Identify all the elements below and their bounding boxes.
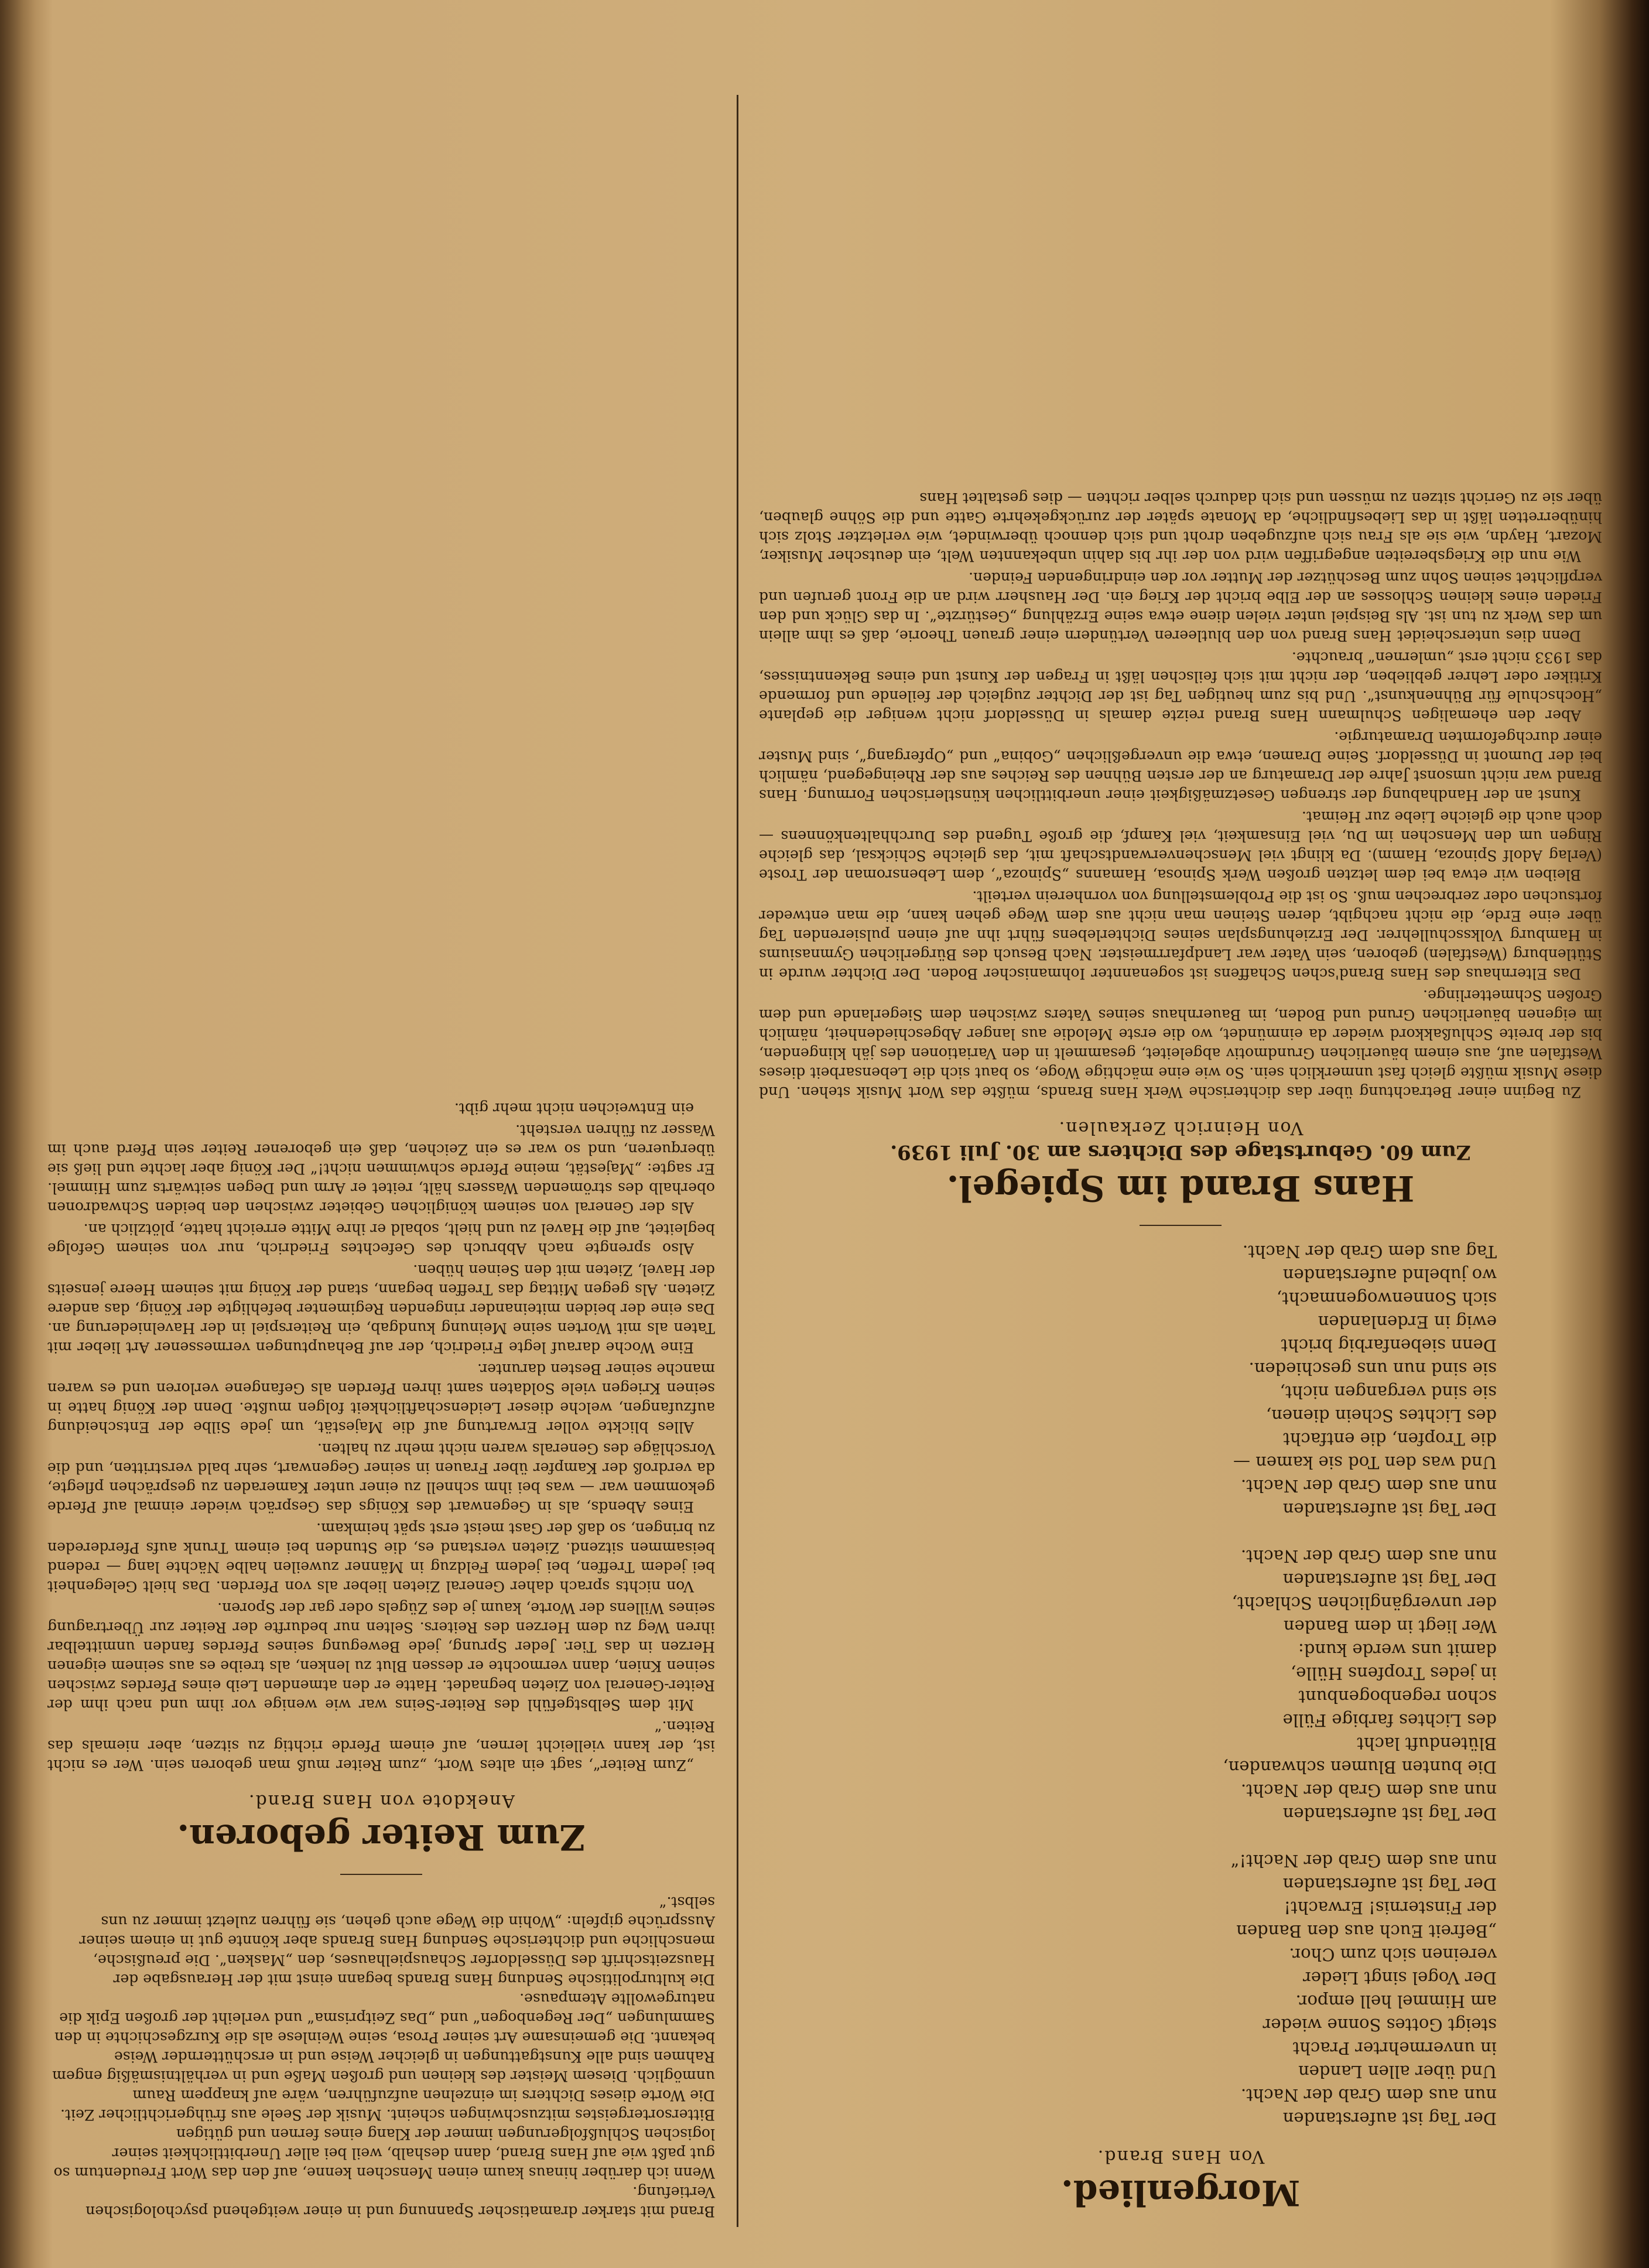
paragraph: Alles blickte voller Erwartung auf die Majestät, um jede Silbe der Entscheidung aufzufangen, welche dieser Leidenschaftlichkeit folgen mußte. Denn der König hatte in seinen Kriegen viele Soldaten samt ihren Pferden als Gefangene verloren und es waren manche seiner Besten darunter.	[43, 1361, 715, 1436]
poem-line: Der Tag ist auferstanden	[1282, 1570, 1497, 1590]
paragraph: Also sprengte nach Abbruch des Gefechtes Friedrich, nur von seinem Gefolge begleitet, auf die Havel zu und hielt, sobald er ihre Mitte erreicht hatte, plötzlich an.	[43, 1221, 715, 1257]
poem-line: damit uns werde kund:	[1298, 1640, 1497, 1660]
article-title: Hans Brand im Spiegel.	[946, 1167, 1415, 1208]
poem-title: Morgenlied.	[1060, 2172, 1301, 2213]
poem-line: Der Tag ist auferstanden	[1282, 2109, 1497, 2129]
paragraph: Zu Beginn einer Betrachtung über das dichterische Werk Hans Brands, müßte das Wort Musik stehen. Und diese Musik müßte gleich fast unmerklich sein. So wie eine mächtige Woge, so baut sich die Lebensarbeit dieses Westfalen auf, aus einem bäuerlichen Grundmotiv abgeleitet, gesammelt in den Variationen des jäh klingenden, bis der breite Schlußakkord wieder da einmündet, wo die erste Melodie aus langer Abgeschiedenheit, nämlich im eigenen bäuerlichen Grund und Boden, im Bauernhaus seines Vaters zwischen dem Siegerlande und dem Großen Schmetterlinge.	[754, 987, 1602, 1101]
anecdote-byline: Anekdote von Hans Brand.	[247, 1791, 515, 1811]
paragraph: „Zum Reiter“, sagt ein altes Wort, „zum Reiter muß man geboren sein. Wer es nicht ist, der kann vielleicht lernen, auf einem Pferde richtig zu sitzen, aber niemals das Reiten.“	[43, 1718, 715, 1774]
poem-line: am Himmel hell empor.	[1295, 1992, 1497, 2011]
poem-line: Denn siebenfarbig bricht	[1281, 1335, 1497, 1355]
poem-line: sie sind vergangen nicht,	[1279, 1382, 1497, 1402]
paragraph: Als der General von seinem königlichen Gebieter zwischen den beiden Schwadronen oberhalb des strömenden Wassers hält, reitet er Arm und Degen seitwärts zum Himmel. Er sagte: „Majestät, meine Pferde schwimmen nicht!“ Der König aber lachte und ließ sie überqueren, und so war es ein Zeichen, daß ein geborener Reiter sein Pferd auch im Wasser zu führen versteht.	[43, 1122, 715, 1216]
section-divider	[340, 1874, 422, 1875]
paragraph: Eine Woche darauf legte Friedrich, der auf Behauptungen vermessener Art lieber mit Taten als mit Worten seine Meinung kundgab, ein Reiterspiel in der Havelniederung an. Das eine der beiden miteinander ringenden Regimenter befehligte der König, das andere Zieten. Als gegen Mittag das Treffen begann, stand der König mit seinem Heere jenseits der Havel, Zieten mit den Seinen hüben.	[43, 1262, 715, 1356]
poem-line: steigt Gottes Sonne wieder	[1263, 2015, 1497, 2035]
poem-line: nun aus dem Grab der Nacht.	[1240, 1476, 1497, 1496]
poem-line: nun aus dem Grab der Nacht!“	[1230, 1851, 1497, 1871]
paragraph: Aber den ehemaligen Schulmann Hans Brand reizte damals in Düsseldorf nicht weniger die geplante „Hochschule für Bühnenkunst“. Und bis zum heutigen Tag ist der Dichter zugleich der feilende und formende Kritiker oder Lehrer geblieben, der nicht mit sich feilschen läßt in Fragen der Kunst und eines Bekenntnisses, das 1933 nicht erst „umlernen“ brauchte.	[754, 649, 1602, 724]
poem-text	[759, 1240, 1497, 2130]
anecdote-title: Zum Reiter geboren.	[177, 1816, 586, 1857]
poem-line: der Finsternis! Erwacht!	[1284, 1898, 1497, 1918]
anecdote-body	[43, 1099, 715, 1775]
poem-line: sie sind nun uns geschieden.	[1248, 1359, 1497, 1379]
paragraph: Kunst an der Handhabung der strengen Gesetzmäßigkeit einer unerbittlichen künstlerischen Formung. Hans Brand war nicht umsonst Jahre der Dramaturg an der ersten Bühnen des Reiches aus der Rheingegend, nämlich bei der Dumont in Düsseldorf. Seine Dramen, etwa die unvergeßlichen „Gobina“ und „Opfergang“, sind Muster einer durchgeformten Dramaturgie.	[754, 729, 1602, 804]
paragraph: Wie nun die Kriegsbereiten angegriffen wird von der ihr bis dahin unbekannten Welt, ein deutscher Musiker, Mozart, Haydn, wie sie als Frau sich aufzugeben droht und sich dennoch überwindet, wie verletzter Stolz sich hinüberretten läßt in das Liebesfindliche, da Monate später der zurückgekehrte Gatte und die Söhne glauben, über sie zu Gericht sitzen zu müssen und sich dadurch selber richten — dies gestaltet Hans	[754, 490, 1602, 565]
poem-line: Und über allen Landen	[1298, 2062, 1497, 2082]
paragraph: Das Elternhaus des Hans Brand'schen Schaffens ist sogenannter Iohmanischer Boden. Der Dichter wurde in Stütlenburg (Westfalen) geboren, sein Vater war Landpfarrmeister. Nach Besuch des Bürgerlichen Gymnasiums in Hamburg Volksschullehrer. Der Erziehungsplan seines Dichterlebens führt ihn auf einen pulsierenden Tag über eine Erde, die nicht nachgibt, deren Steinen man nicht aus dem Wege gehen kann, die man entweder fortsuchen oder zerbrechen muß. So ist die Problemstellung von vornherein verteilt.	[754, 888, 1602, 982]
article-body	[754, 489, 1602, 1102]
poem-line: schon regenbogenbunt	[1298, 1687, 1497, 1707]
poem-line	[759, 1521, 1497, 1545]
article-subtitle: Zum 60. Geburtstage des Dichters am 30. Juli 1939.	[890, 1140, 1471, 1164]
poem-line: sich Sonnenwogenmacht,	[1276, 1289, 1497, 1309]
column-left	[754, 486, 1602, 2221]
poem-line: des Lichtes farbige Fülle	[1282, 1710, 1497, 1730]
poem-line: Die bunten Blumen schwanden,	[1223, 1757, 1497, 1777]
poem-line: Der Tag ist auferstanden	[1282, 1500, 1497, 1519]
poem-line: in unvermehrter Pracht	[1292, 2038, 1497, 2058]
poem-line: „Befreit Euch aus den Banden	[1236, 1921, 1497, 1941]
poem-line: Tag aus dem Grab der Nacht.	[1242, 1242, 1497, 1262]
article-continuation: Brand mit starker dramatischer Spannung und in einer weitgehend psychologischen Vertiefung. Wenn ich darüber hinaus kaum einen Menschen kenne, auf den das Wort Freudentum so gut paßt wie auf Hans Brand, dann deshalb, weil bei aller Unerbittlichkeit seiner logischen Schlußfolgerungen immer der Klang eines fernen und gütigen Bittersortergeistes mitzuschwingen scheint. Musik der Seele aus frühgerichtlicher Zeit. Die Worte dieses Dichters im einzelnen aufzuführen, wäre auf knappem Raum unmöglich. Diesem Meister des kleinen und großen Maße und in verhältnismäßig engem Rahmen sind alle Kunstgattungen in gleicher Weise und in erschütternder Weise bekannt. Die gemeinsame Art seiner Prosa, seine Weinlese als die Kurzgeschichte in den Sammlungen „Der Regenbogen“ und „Das Zeitprisma“ und verleiht der großen Epik die naturgewollte Atempause. Die kulturpolitische Sendung Hans Brands begann einst mit der Herausgabe der Hauszeitschrift des Düsseldorfer Schauspielhauses, den „Masken“. Die preußische, menschliche und dichterische Sendung Hans Brands aber könnte gut in einem seiner Aussprüche gipfeln: „Wohin die Wege auch gehen, sie führen zuletzt immer zu uns selbst.“	[52, 1894, 715, 2220]
poem-byline: Von Hans Brand.	[1096, 2146, 1265, 2167]
article-byline: Von Heinrich Zerkaulen.	[1058, 1118, 1304, 1138]
poem-line: des Lichtes Schein dienen,	[1265, 1406, 1497, 1426]
poem-line: Der Tag ist auferstanden	[1282, 1874, 1497, 1894]
poem-line: wo jubelnd auferstanden	[1282, 1265, 1497, 1285]
poem-line: Der Tag ist auferstanden	[1282, 1804, 1497, 1824]
poem-line: der unvergänglichen Schlacht,	[1231, 1593, 1497, 1613]
poem-line: die Tropfen, die entfacht	[1283, 1429, 1497, 1449]
poem-line: Blütenduft lacht	[1357, 1734, 1497, 1754]
poem-line	[759, 1826, 1497, 1849]
paragraph: Bleiben wir etwa bei dem letzten großen Werk Spinosa, Hamanns „Spinoza“, dem Lebensroman der Troste (Verlag Adolf Spinoza, Hamm). Da klingt viel Menschenverwandtschaft mit, das gleiche Schicksal, das gleiche Ringen um den Menschen im Du, viel Einsamkeit, viel Kampf, die große Tugend des Durchhaltenkönnens — doch auch die gleiche Liebe zur Heimat.	[754, 808, 1602, 883]
poem-line: nun aus dem Grab der Nacht.	[1240, 1781, 1497, 1801]
paragraph: Von nichts sprach daher General Zieten lieber als von Pferden. Das hielt Gelegenheit bei jedem Treffen, bei jedem Feldzug in Männer zuweilen halbe Nächte lang — redend beisammen sitzend. Zieten verstand es, die Stunden bei einem Trunk aufs Pferdereden zu bringen, so daß der Gast meist erst spät heimkam.	[43, 1520, 715, 1595]
poem-line: vereinen sich zum Chor.	[1289, 1945, 1497, 1965]
paragraph: ein Entweichen nicht mehr gibt.	[454, 1100, 694, 1117]
column-divider	[737, 95, 738, 2227]
paragraph: Mit dem Selbstgefühl des Reiter-Seins war wie wenige vor ihm und nach ihm der Reiter-General von Zieten begnadet. Hatte er den atmenden Leib eines Pferdes zwischen seinen Knien, dann vermochte er dessen Blut zu lenken, als treibe es aus seinem eigenen Herzen in das Tier. Jeder Sprung, jede Bewegung seines Pferdes fanden unmittelbar ihren Weg zu dem Herzen des Reiters. Selten nur bedurfte der Reiter zur Übertragung seines Willens der Worte, kaum je des Zügels oder gar der Sporen.	[43, 1600, 715, 1713]
poem-line: nun aus dem Grab der Nacht.	[1240, 1546, 1497, 1566]
column-right	[43, 1097, 715, 2221]
section-divider	[1140, 1225, 1222, 1226]
poem-line: Wer liegt in dem Banden	[1283, 1617, 1497, 1637]
poem-line: ewig in Erdenlanden	[1318, 1312, 1497, 1332]
poem-line: Und was den Tod sie kamen —	[1233, 1453, 1497, 1473]
paragraph: Denn dies unterscheidet Hans Brand von den blutleeren Vertündern einer grauen Theorie, daß es ihm allein um das Werk zu tun ist. Als Beispiel unter vielen diene etwa seine Erzählung „Gestürzte“. In das Glück und den Frieden eines kleinen Schlosses an der Elbe bricht der Krieg ein. Der Hausherr wird an die Front gerufen und verpflichtet seinen Sohn zum Beschützer der Mutter vor den eindringenden Feinden.	[754, 569, 1602, 644]
poem-line: Der Vogel singt Lieder	[1302, 1968, 1497, 1988]
poem-line: in jedes Tropfens Hülle,	[1291, 1664, 1497, 1683]
poem-line: nun aus dem Grab der Nacht.	[1240, 2085, 1497, 2105]
paragraph: Eines Abends, als in Gegenwart des Königs das Gespräch wieder einmal auf Pferde gekommen war — was bei ihm schnell zu einer unter Kameraden zu gesprächen pflegte, da verdroß der Kampfer über Frauen in seiner Gegenwart, sehr bald verstritten, und die Vorschläge des Generals waren nicht mehr zu halten.	[43, 1440, 715, 1515]
